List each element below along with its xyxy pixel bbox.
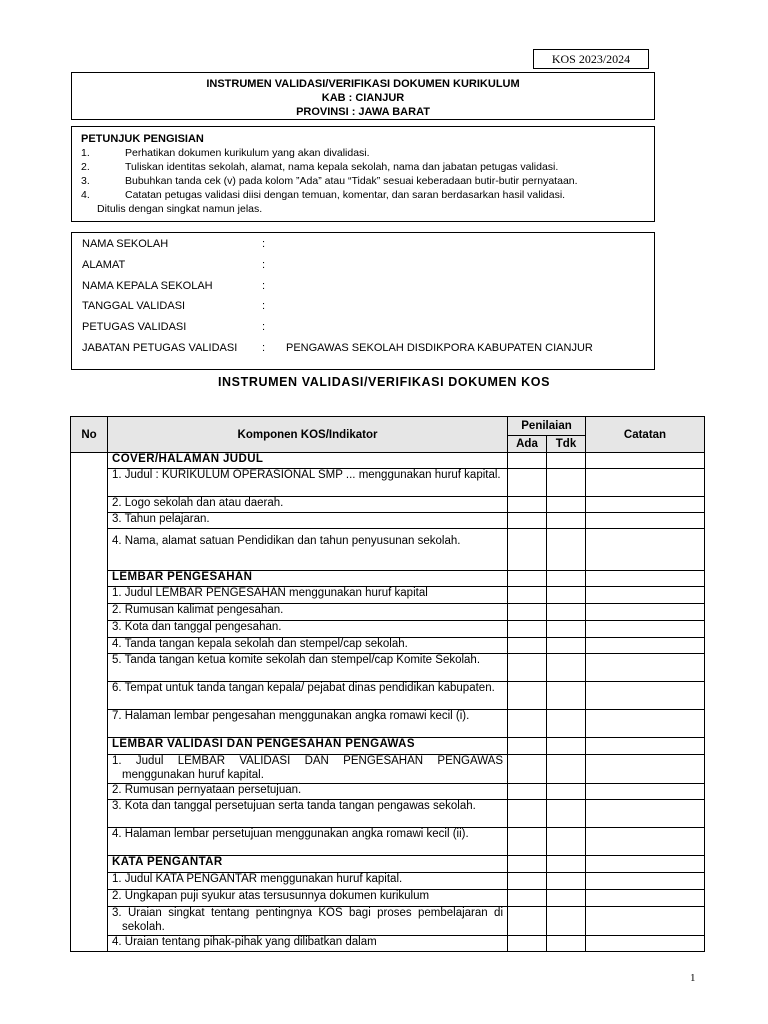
ada-checkbox-cell[interactable]	[508, 907, 547, 936]
tdk-checkbox-cell[interactable]	[547, 497, 586, 513]
tdk-checkbox-cell[interactable]	[547, 453, 586, 469]
catatan-cell[interactable]	[586, 828, 705, 856]
indicator-item: 6. Tempat untuk tanda tangan kepala/ pejabat dinas pendidikan kabupaten.	[108, 682, 508, 710]
section-heading: KATA PENGANTAR	[108, 856, 508, 873]
column-header-ada: Ada	[508, 436, 547, 453]
indicator-item: 3. Kota dan tanggal pengesahan.	[108, 621, 508, 638]
catatan-cell[interactable]	[586, 638, 705, 654]
catatan-cell[interactable]	[586, 587, 705, 604]
page-number: 1	[690, 972, 696, 984]
tdk-checkbox-cell[interactable]	[547, 907, 586, 936]
tdk-checkbox-cell[interactable]	[547, 784, 586, 800]
ada-checkbox-cell[interactable]	[508, 828, 547, 856]
identity-row: TANGGAL VALIDASI :	[82, 300, 266, 312]
instructions-heading: PETUNJUK PENGISIAN	[81, 133, 204, 145]
document-kab: KAB : CIANJUR	[321, 92, 405, 104]
column-header-no: No	[71, 417, 108, 453]
indicator-item: 4. Uraian tentang pihak-pihak yang dilibatkan dalam	[108, 936, 508, 952]
identity-label: NAMA KEPALA SEKOLAH	[82, 280, 213, 292]
identity-row: ALAMAT :	[82, 259, 266, 271]
ada-checkbox-cell[interactable]	[508, 800, 547, 828]
identity-label: TANGGAL VALIDASI	[82, 300, 186, 312]
ada-checkbox-cell[interactable]	[508, 453, 547, 469]
ada-checkbox-cell[interactable]	[508, 710, 547, 738]
ada-checkbox-cell[interactable]	[508, 587, 547, 604]
catatan-cell[interactable]	[586, 497, 705, 513]
tdk-checkbox-cell[interactable]	[547, 856, 586, 873]
tdk-checkbox-cell[interactable]	[547, 738, 586, 755]
section-heading: COVER/HALAMAN JUDUL	[108, 453, 508, 469]
ada-checkbox-cell[interactable]	[508, 529, 547, 571]
instructions-box: PETUNJUK PENGISIAN 1. Perhatikan dokumen kurikulum yang akan divalidasi. 2. Tuliskan identitas sekolah, alamat, nama kepala sekolah, nama dan jabatan petugas validasi. 3. Bubuhkan tanda cek (v) pada kolom ”Ada” atau “Tidak” sesuai keberadaan butir-butir pernyataan. 4. Catatan petugas validasi diisi dengan temuan, komentar, dan saran berdasarkan hasil validasi. Ditulis dengan singkat namun jelas.	[71, 126, 655, 222]
document-title-box	[71, 72, 655, 120]
catatan-cell[interactable]	[586, 682, 705, 710]
catatan-cell[interactable]	[586, 529, 705, 571]
tdk-checkbox-cell[interactable]	[547, 800, 586, 828]
identity-label: JABATAN PETUGAS VALIDASI	[82, 342, 238, 354]
tdk-checkbox-cell[interactable]	[547, 682, 586, 710]
document-title: INSTRUMEN VALIDASI/VERIFIKASI DOKUMEN KURIKULUM	[206, 78, 520, 90]
indicator-item: 3. Tahun pelajaran.	[108, 513, 508, 529]
tdk-checkbox-cell[interactable]	[547, 513, 586, 529]
indicator-item: 3. Uraian singkat tentang pentingnya KOS bagi proses pembelajaran di sekolah.	[108, 907, 508, 936]
catatan-cell[interactable]	[586, 469, 705, 497]
identity-label: ALAMAT	[82, 259, 126, 271]
identity-value: PENGAWAS SEKOLAH DISDIKPORA KABUPATEN CIANJUR	[286, 342, 593, 354]
tdk-checkbox-cell[interactable]	[547, 638, 586, 654]
ada-checkbox-cell[interactable]	[508, 784, 547, 800]
tdk-checkbox-cell[interactable]	[547, 890, 586, 907]
catatan-cell[interactable]	[586, 755, 705, 784]
section-heading: LEMBAR PENGESAHAN	[108, 571, 508, 587]
catatan-cell[interactable]	[586, 571, 705, 587]
ada-checkbox-cell[interactable]	[508, 755, 547, 784]
indicator-item: 1. Judul LEMBAR VALIDASI DAN PENGESAHAN PENGAWAS menggunakan huruf kapital.	[108, 755, 508, 784]
instrument-title: INSTRUMEN VALIDASI/VERIFIKASI DOKUMEN KOS	[217, 375, 551, 389]
kos-year-label: KOS 2023/2024	[533, 49, 649, 69]
indicator-item: 3. Kota dan tanggal persetujuan serta tanda tangan pengawas sekolah.	[108, 800, 508, 828]
indicator-item: 5. Tanda tangan ketua komite sekolah dan stempel/cap Komite Sekolah.	[108, 654, 508, 682]
ada-checkbox-cell[interactable]	[508, 856, 547, 873]
ada-checkbox-cell[interactable]	[508, 738, 547, 755]
column-header-tdk: Tdk	[547, 436, 586, 453]
column-header-catatan: Catatan	[586, 417, 705, 453]
ada-checkbox-cell[interactable]	[508, 873, 547, 890]
catatan-cell[interactable]	[586, 784, 705, 800]
ada-checkbox-cell[interactable]	[508, 604, 547, 621]
tdk-checkbox-cell[interactable]	[547, 604, 586, 621]
ada-checkbox-cell[interactable]	[508, 497, 547, 513]
identity-row: NAMA KEPALA SEKOLAH :	[82, 280, 266, 292]
indicator-item: 4. Tanda tangan kepala sekolah dan stempel/cap sekolah.	[108, 638, 508, 654]
ada-checkbox-cell[interactable]	[508, 513, 547, 529]
ada-checkbox-cell[interactable]	[508, 621, 547, 638]
indicator-item: 2. Logo sekolah dan atau daerah.	[108, 497, 508, 513]
indicator-item: 7. Halaman lembar pengesahan menggunakan angka romawi kecil (i).	[108, 710, 508, 738]
catatan-cell[interactable]	[586, 621, 705, 638]
column-header-penilaian: Penilaian	[508, 417, 586, 436]
tdk-checkbox-cell[interactable]	[547, 936, 586, 952]
column-header-component: Komponen KOS/Indikator	[108, 417, 508, 453]
indicator-item: 4. Halaman lembar persetujuan menggunakan angka romawi kecil (ii).	[108, 828, 508, 856]
indicator-item: 2. Rumusan kalimat pengesahan.	[108, 604, 508, 621]
catatan-cell[interactable]	[586, 513, 705, 529]
tdk-checkbox-cell[interactable]	[547, 710, 586, 738]
section-heading: LEMBAR VALIDASI DAN PENGESAHAN PENGAWAS	[108, 738, 508, 755]
ada-checkbox-cell[interactable]	[508, 571, 547, 587]
indicator-item: 2. Rumusan pernyataan persetujuan.	[108, 784, 508, 800]
ada-checkbox-cell[interactable]	[508, 638, 547, 654]
tdk-checkbox-cell[interactable]	[547, 469, 586, 497]
catatan-cell[interactable]	[586, 453, 705, 469]
ada-checkbox-cell[interactable]	[508, 890, 547, 907]
indicator-item: 4. Nama, alamat satuan Pendidikan dan tahun penyusunan sekolah.	[108, 529, 508, 571]
identity-row: PETUGAS VALIDASI :	[82, 321, 266, 333]
tdk-checkbox-cell[interactable]	[547, 755, 586, 784]
indicator-item: 2. Ungkapan puji syukur atas tersusunnya dokumen kurikulum	[108, 890, 508, 907]
catatan-cell[interactable]	[586, 936, 705, 952]
catatan-cell[interactable]	[586, 856, 705, 873]
catatan-cell[interactable]	[586, 890, 705, 907]
indicator-item: 1. Judul LEMBAR PENGESAHAN menggunakan huruf kapital	[108, 587, 508, 604]
indicator-item: 1. Judul : KURIKULUM OPERASIONAL SMP ... menggunakan huruf kapital.	[108, 469, 508, 497]
identity-row: NAMA SEKOLAH :	[82, 238, 266, 250]
catatan-cell[interactable]	[586, 654, 705, 682]
indicator-item: 1. Judul KATA PENGANTAR menggunakan huruf kapital.	[108, 873, 508, 890]
identity-box	[71, 232, 655, 370]
catatan-cell[interactable]	[586, 738, 705, 755]
catatan-cell[interactable]	[586, 710, 705, 738]
ada-checkbox-cell[interactable]	[508, 936, 547, 952]
tdk-checkbox-cell[interactable]	[547, 621, 586, 638]
catatan-cell[interactable]	[586, 907, 705, 936]
catatan-cell[interactable]	[586, 800, 705, 828]
tdk-checkbox-cell[interactable]	[547, 571, 586, 587]
validation-table	[70, 416, 705, 952]
identity-row: JABATAN PETUGAS VALIDASI : PENGAWAS SEKOLAH DISDIKPORA KABUPATEN CIANJUR	[82, 342, 593, 354]
identity-label: PETUGAS VALIDASI	[82, 321, 187, 333]
ada-checkbox-cell[interactable]	[508, 682, 547, 710]
number-cell	[71, 453, 108, 952]
tdk-checkbox-cell[interactable]	[547, 654, 586, 682]
ada-checkbox-cell[interactable]	[508, 469, 547, 497]
instruction-note: Ditulis dengan singkat namun jelas.	[97, 203, 263, 215]
ada-checkbox-cell[interactable]	[508, 654, 547, 682]
tdk-checkbox-cell[interactable]	[547, 828, 586, 856]
tdk-checkbox-cell[interactable]	[547, 873, 586, 890]
tdk-checkbox-cell[interactable]	[547, 529, 586, 571]
document-provinsi: PROVINSI : JAWA BARAT	[296, 106, 430, 118]
catatan-cell[interactable]	[586, 604, 705, 621]
identity-label: NAMA SEKOLAH	[82, 238, 169, 250]
catatan-cell[interactable]	[586, 873, 705, 890]
tdk-checkbox-cell[interactable]	[547, 587, 586, 604]
